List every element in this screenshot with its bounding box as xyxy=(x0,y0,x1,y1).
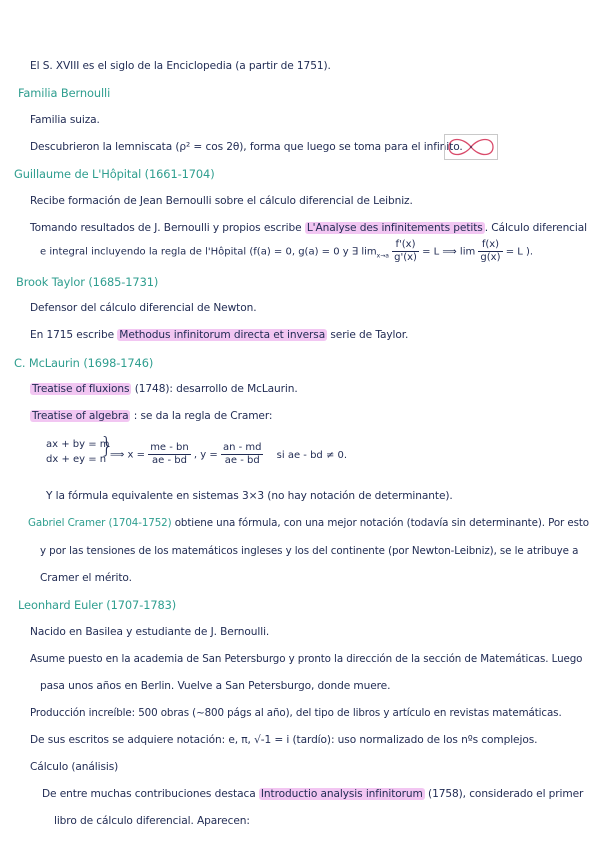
euler-line-2: Asume puesto en la academia de San Petersburgo y pronto la dirección de la sección de Matemáticas. Luego xyxy=(30,653,583,665)
heading-hopital: Guillaume de L'Hôpital (1661-1704) xyxy=(14,167,215,181)
euler-line-8: libro de cálculo diferencial. Aparecen: xyxy=(54,815,250,827)
book-analyse-highlight: L'Analyse des infinitements petits xyxy=(306,222,483,234)
y-numerator: an - md xyxy=(222,442,262,453)
euler-line-1: Nacido en Basilea y estudiante de J. Bernoulli. xyxy=(30,626,270,638)
book-algebra-highlight: Treatise of algebra xyxy=(32,410,129,422)
bernoulli-line-2: Descubrieron la lemniscata (ρ² = cos 2θ), forma que luego se toma para el infinito. xyxy=(30,141,463,153)
lemniscate-icon xyxy=(444,134,498,160)
hopital-text-c: . Cálculo diferencial xyxy=(484,222,587,234)
book-fluxions-highlight: Treatise of fluxions xyxy=(32,383,130,395)
mclaurin-text-d: : se da la regla de Cramer: xyxy=(133,410,273,422)
euler-line-5: De sus escritos se adquiere notación: e, π, √-1 = i (tardío): uso normalizado de los nºs complejos. xyxy=(30,734,538,746)
mclaurin-text-b: (1748): desarrollo de McLaurin. xyxy=(134,383,298,395)
derivative-fraction xyxy=(392,240,419,263)
cramer-text: obtiene una fórmula, con una mejor notación (todavía sin determinante). Por esto xyxy=(171,517,589,529)
taylor-line-2 xyxy=(30,329,408,341)
function-fraction xyxy=(478,240,502,263)
euler-line-4: Producción increíble: 500 obras (~800 págs al año), del tipo de libros y artículo en revistas matemáticas. xyxy=(30,707,562,719)
x-fraction xyxy=(148,443,191,466)
function-denominator: g(x) xyxy=(480,252,501,263)
euler-line-3: pasa unos años en Berlin. Vuelve a San Petersburgo, donde muere. xyxy=(40,680,391,692)
euler-line-7 xyxy=(42,788,583,800)
system-eq-1: ax + by = m xyxy=(46,439,110,450)
solution-x-label: ⟹ x = xyxy=(110,449,145,461)
cramer-solution xyxy=(110,443,347,466)
hopital-line-2 xyxy=(30,222,587,234)
euler-text-c: (1758), considerado el primer xyxy=(428,788,584,800)
implies-lim: = L ⟹ lim xyxy=(422,246,476,258)
heading-taylor: Brook Taylor (1685-1731) xyxy=(16,275,159,289)
euler-line-6: Cálculo (análisis) xyxy=(30,761,119,773)
derivative-denominator: g'(x) xyxy=(394,252,417,263)
cramer-line-2: y por las tensiones de los matemáticos ingleses y los del continente (por Newton-Leibniz), se le atribuye a xyxy=(40,545,579,557)
heading-bernoulli: Familia Bernoulli xyxy=(18,86,111,100)
y-denominator: ae - bd xyxy=(224,455,260,466)
solution-y-label: , y = xyxy=(193,449,218,461)
solution-condition: si ae - bd ≠ 0. xyxy=(276,449,348,461)
mclaurin-line-2 xyxy=(30,410,272,422)
hopital-rule-formula xyxy=(40,240,533,263)
hopital-line-1: Recibe formación de Jean Bernoulli sobre el cálculo diferencial de Leibniz. xyxy=(30,195,413,207)
function-numerator: f(x) xyxy=(478,240,502,252)
limit-subscript: x→a xyxy=(376,252,389,260)
cramer-line-3: Cramer el mérito. xyxy=(40,572,132,584)
taylor-text-a: En 1715 escribe xyxy=(30,329,115,341)
book-methodus-highlight: Methodus infinitorum directa et inversa xyxy=(119,329,326,341)
taylor-text-c: serie de Taylor. xyxy=(330,329,409,341)
cramer-name: Gabriel Cramer (1704-1752) xyxy=(28,517,172,529)
x-denominator: ae - bd xyxy=(151,455,187,466)
book-introductio-highlight: Introductio analysis infinitorum xyxy=(260,788,423,800)
derivative-numerator: f'(x) xyxy=(392,240,419,252)
bernoulli-line-1: Familia suiza. xyxy=(30,114,100,126)
formula-end: = L ). xyxy=(505,246,534,258)
cramer-line-1 xyxy=(28,517,589,529)
system-brace-icon: } xyxy=(100,434,114,459)
hopital-rule-text: e integral incluyendo la regla de l'Hôpital (f(a) = 0, g(a) = 0 y ∃ lim xyxy=(40,246,377,258)
heading-mclaurin: C. McLaurin (1698-1746) xyxy=(14,356,154,370)
taylor-line-1: Defensor del cálculo diferencial de Newton. xyxy=(30,302,257,314)
heading-euler: Leonhard Euler (1707-1783) xyxy=(18,598,177,612)
system-eq-2: dx + ey = n xyxy=(46,454,107,465)
mclaurin-line-3: Y la fórmula equivalente en sistemas 3×3 (no hay notación de determinante). xyxy=(46,490,453,502)
euler-text-a: De entre muchas contribuciones destaca xyxy=(42,788,256,800)
intro-line: El S. XVIII es el siglo de la Enciclopedia (a partir de 1751). xyxy=(30,60,331,72)
hopital-text-a: Tomando resultados de J. Bernoulli y propios escribe xyxy=(30,222,302,234)
x-numerator: me - bn xyxy=(150,442,189,453)
mclaurin-line-1 xyxy=(30,383,298,395)
y-fraction xyxy=(221,443,264,466)
